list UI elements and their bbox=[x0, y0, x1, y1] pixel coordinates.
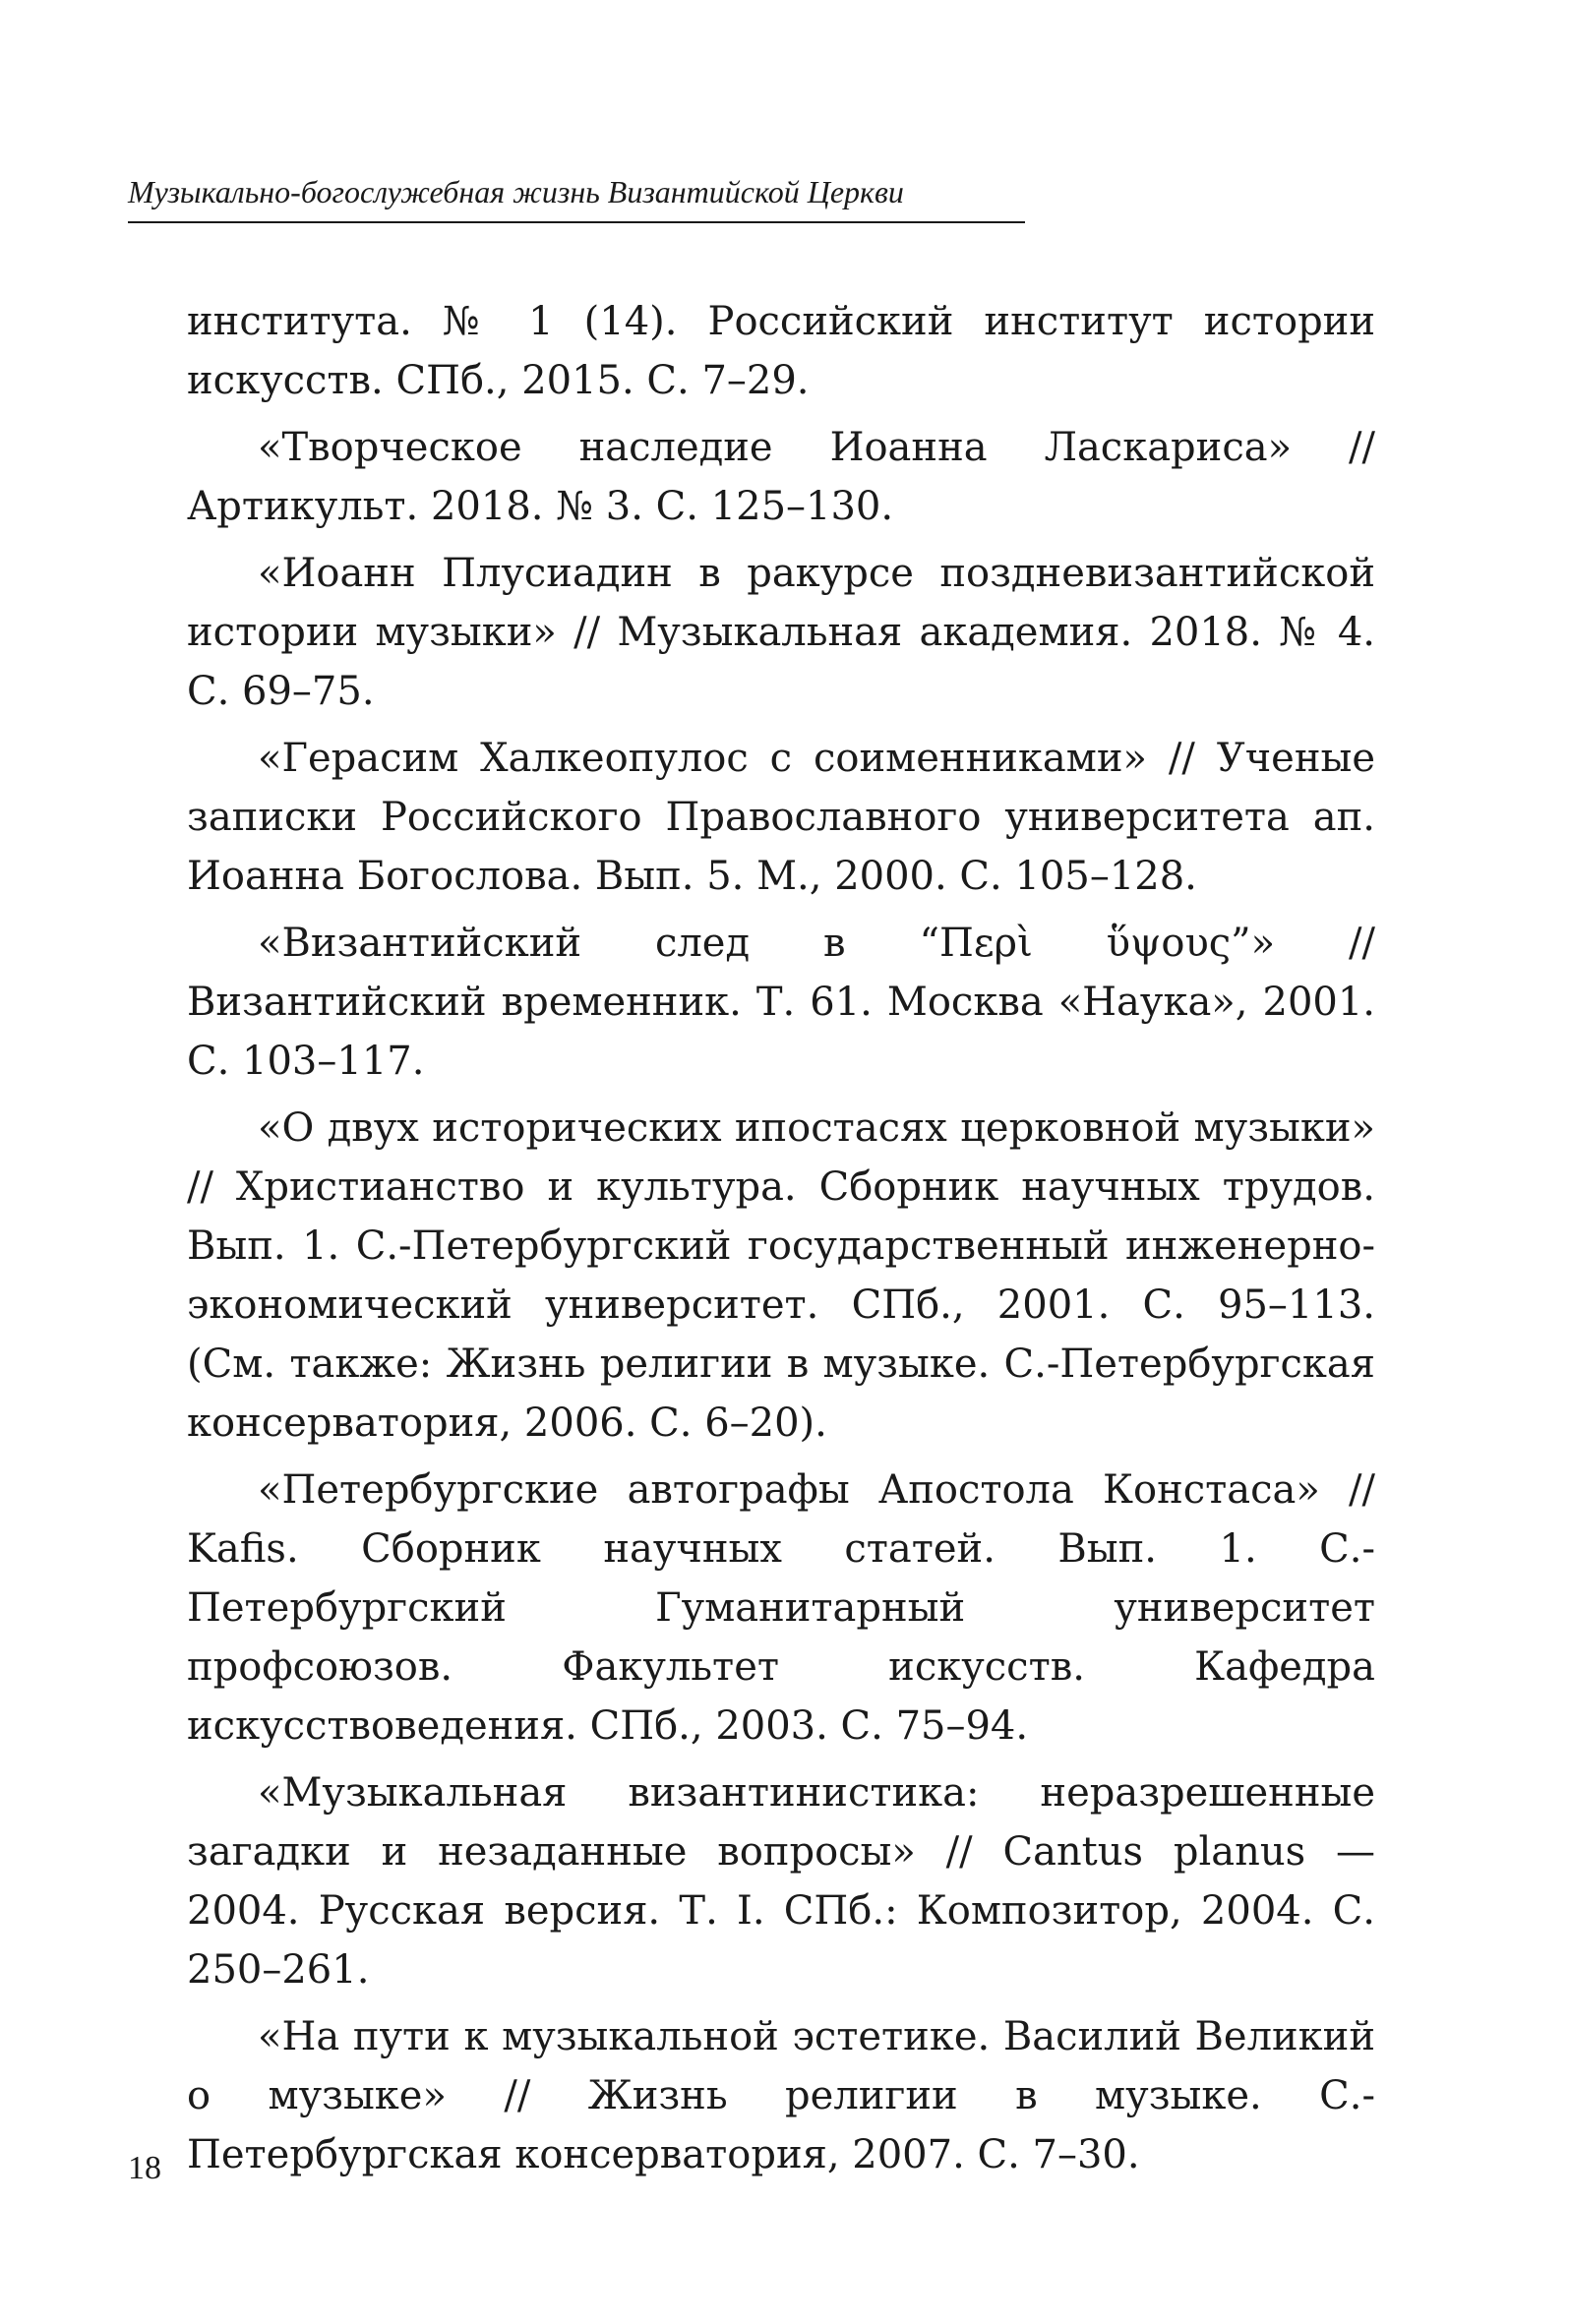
bibliography-list bbox=[187, 292, 1375, 2192]
bibliography-entry: «На пути к музыкальной эстетике. Василий Великий о музыке» // Жизнь религии в музыке. С.-Петербургская консерватория, 2007. С. 7–30. bbox=[187, 2014, 1375, 2177]
bibliography-entry: «Иоанн Плусиадин в ракурсе поздневизантийской истории музыки» // Музыкальная академия. 2018. № 4. С. 69–75. bbox=[187, 551, 1375, 714]
bibliography-entry: «Творческое наследие Иоанна Ласкариса» // Артикульт. 2018. № 3. С. 125–130. bbox=[187, 425, 1375, 529]
bibliography-entry: «Петербургские автографы Апостола Констаса» // Kafis. Сборник научных статей. Вып. 1. С.-Петербургский Гуманитарный университет профсоюзов. Факультет искусств. Кафедра искусствоведения. СПб., 2003. С. 75–94. bbox=[187, 1467, 1375, 1749]
bibliography-entry: института. № 1 (14). Российский институт истории искусств. СПб., 2015. С. 7–29. bbox=[187, 299, 1375, 403]
bibliography-entry: «О двух исторических ипостасях церковной музыки» // Христианство и культура. Сборник научных трудов. Вып. 1. С.-Петербургский государственный инженерно-экономический университет. СПб., 2001. С. 95–113. (См. также: Жизнь религии в музыке. С.-Петербургская консерватория, 2006. С. 6–20). bbox=[187, 1105, 1375, 1446]
page-number: 18 bbox=[128, 2150, 161, 2186]
bibliography-entry: «Византийский след в “Περὶ ὕψους”» // Византийский временник. Т. 61. Москва «Наука», 2001. С. 103–117. bbox=[187, 921, 1375, 1084]
bibliography-entry: «Музыкальная византинистика: неразрешенные загадки и незаданные вопросы» // Cantus planus — 2004. Русская версия. Т. I. СПб.: Композитор, 2004. С. 250–261. bbox=[187, 1770, 1375, 1993]
bibliography-entry: «Герасим Халкеопулос с соименниками» // Ученые записки Российского Православного университета ап. Иоанна Богослова. Вып. 5. М., 2000. С. 105–128. bbox=[187, 736, 1375, 899]
running-header: Музыкально-богослужебная жизнь Византийской Церкви bbox=[128, 172, 1025, 223]
